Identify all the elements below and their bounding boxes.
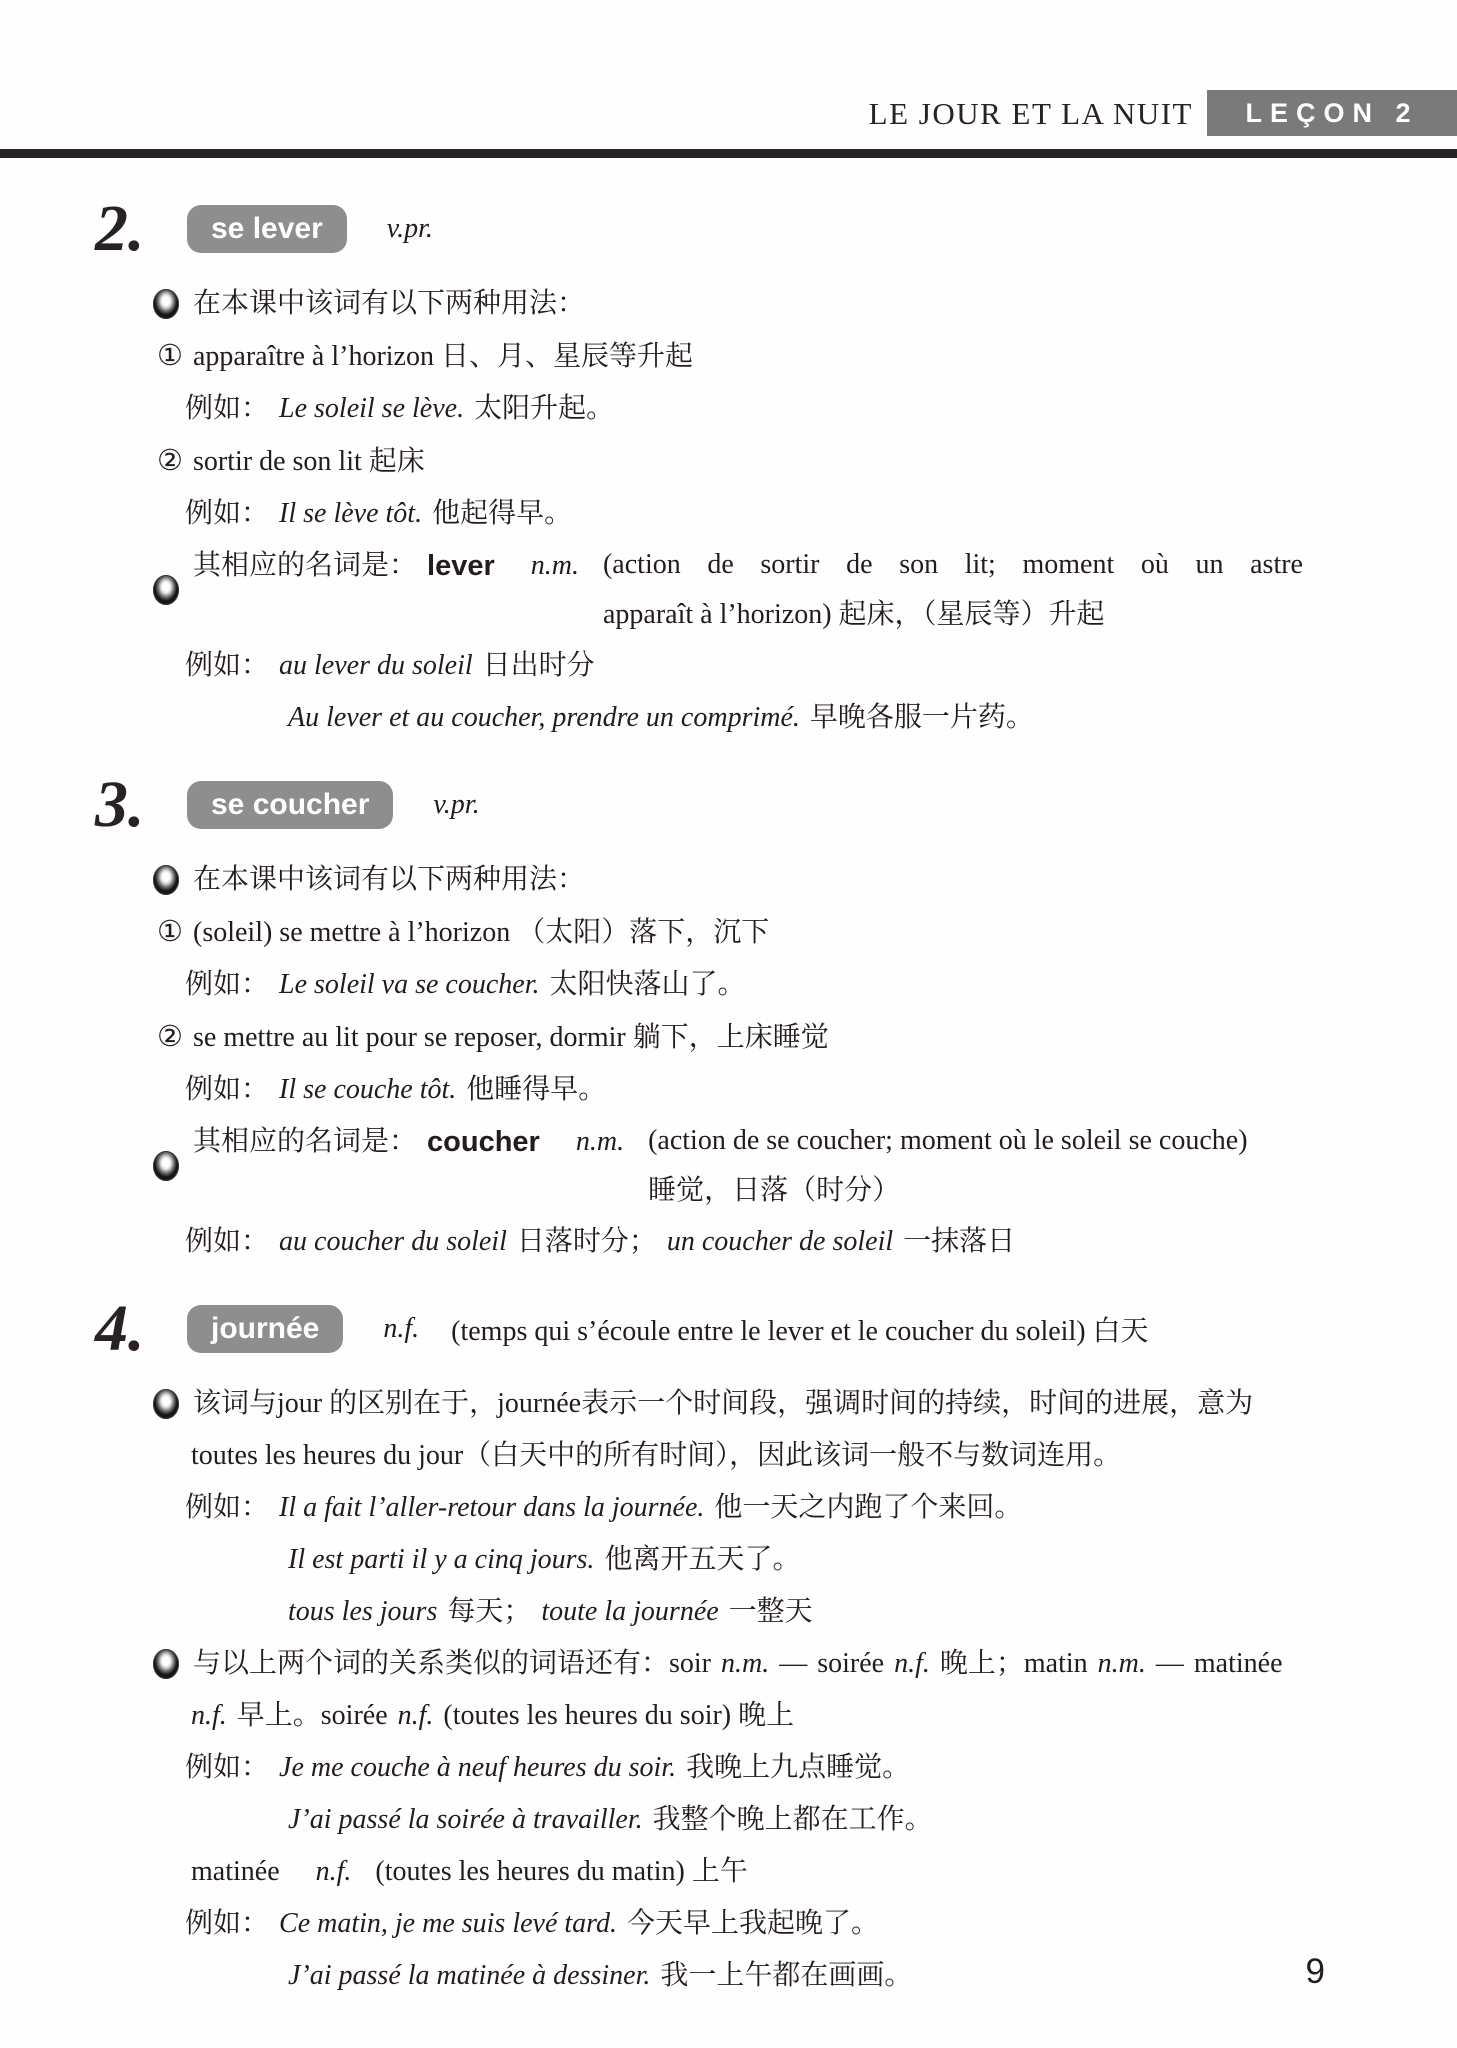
entry-se-coucher	[95, 770, 1337, 1268]
part-of-speech: v.pr.	[386, 213, 433, 244]
example-label: 例如：	[185, 969, 270, 1000]
example-line	[185, 383, 1337, 435]
example-french: Le soleil se lève.	[279, 393, 465, 424]
circled-one-marker: ①	[157, 340, 183, 372]
noun-label: 其相应的名词是：	[193, 1126, 418, 1157]
example-chinese: 一抹落日	[903, 1226, 1016, 1257]
pos-inline: n.m.	[1097, 1648, 1146, 1679]
part-of-speech: v.pr.	[433, 789, 480, 820]
entry-heading	[95, 770, 1337, 840]
note-text: matinée	[1193, 1648, 1283, 1679]
sense-line	[157, 906, 1337, 959]
example-french: J’ai passé la soirée à travailler.	[288, 1804, 643, 1835]
sub-word-definition: (toutes les heures du matin) 上午	[375, 1856, 748, 1887]
entry-number: 2.	[95, 192, 145, 265]
example-chinese: 每天；	[447, 1596, 532, 1627]
example-french: Il se couche tôt.	[279, 1074, 457, 1105]
bullet-sphere-icon	[153, 1649, 179, 1679]
note-text: 早上。soirée	[236, 1700, 388, 1731]
sub-word: matinée	[191, 1856, 280, 1887]
example-label: 例如：	[185, 1752, 270, 1783]
sub-word-line	[191, 1846, 1337, 1898]
chapter-title: LE JOUR ET LA NUIT	[868, 96, 1193, 131]
example-line	[185, 1482, 1337, 1534]
note-line	[153, 1638, 1337, 1690]
noun-word: coucher	[427, 1126, 540, 1158]
bullet-sphere-icon	[153, 1389, 179, 1419]
example-label: 例如：	[185, 650, 270, 681]
sense-line	[157, 330, 1337, 383]
headword-pill: se lever	[187, 205, 347, 253]
example-line	[185, 488, 1337, 540]
example-line	[185, 959, 1337, 1011]
note-text: soirée	[817, 1648, 885, 1679]
example-label: 例如：	[185, 1226, 270, 1257]
circled-two-marker: ②	[157, 445, 183, 477]
example-line	[185, 640, 1337, 692]
lesson-label: LEÇON 2	[1245, 97, 1419, 128]
example-chinese: 早晚各服一片药。	[809, 702, 1034, 733]
usage-intro-line	[153, 278, 1337, 330]
example-label: 例如：	[185, 498, 270, 529]
noun-pos: n.m.	[575, 1126, 625, 1157]
note-text: 该词与jour 的区别在于，journée表示一个时间段，强调时间的持续，时间的进展，意为	[193, 1388, 1254, 1419]
example-french: Je me couche à neuf heures du soir.	[279, 1752, 677, 1783]
example-chinese: 我整个晚上都在工作。	[652, 1804, 933, 1835]
example-chinese: 今天早上我起晚了。	[627, 1908, 880, 1939]
entry-number: 3.	[95, 768, 145, 841]
pos-inline: n.f.	[191, 1700, 227, 1731]
bullet-sphere-icon	[153, 289, 179, 319]
example-chinese: 他睡得早。	[466, 1074, 607, 1105]
example-chinese: 一整天	[728, 1596, 813, 1627]
example-french: tous les jours	[288, 1596, 438, 1627]
example-french: Il est parti il y a cinq jours.	[288, 1544, 595, 1575]
example-chinese: 他一天之内跑了个来回。	[714, 1492, 1023, 1523]
headword-pill: se coucher	[187, 781, 393, 829]
page-number: 9	[1305, 1952, 1325, 1991]
example-chinese: 我晚上九点睡觉。	[686, 1752, 911, 1783]
entry-heading	[95, 194, 1337, 264]
example-label: 例如：	[185, 1908, 270, 1939]
note-line	[191, 1430, 1337, 1482]
related-noun-line	[153, 540, 1337, 640]
example-chinese: 太阳升起。	[474, 393, 615, 424]
circled-one-marker: ①	[157, 916, 183, 948]
note-text: 与以上两个词的关系类似的词语还有：soir	[193, 1648, 712, 1679]
note-text: 晚上；matin	[939, 1648, 1088, 1679]
example-line	[288, 1794, 1337, 1846]
example-french: un coucher de soleil	[666, 1226, 894, 1257]
sense-line	[157, 1011, 1337, 1064]
example-chinese: 他离开五天了。	[604, 1544, 801, 1575]
example-label: 例如：	[185, 1492, 270, 1523]
noun-definition	[648, 1116, 1337, 1216]
example-french: au coucher du soleil	[279, 1226, 507, 1257]
example-line	[288, 1586, 1337, 1638]
example-french: Ce matin, je me suis levé tard.	[279, 1908, 618, 1939]
usage-intro-line	[153, 854, 1337, 906]
part-of-speech: n.f.	[383, 1313, 420, 1344]
bullet-sphere-icon	[153, 865, 179, 895]
example-line	[288, 1534, 1337, 1586]
example-chinese: 日落时分；	[516, 1226, 657, 1257]
sub-word-pos: n.f.	[315, 1856, 352, 1887]
entry-se-lever	[95, 194, 1337, 744]
noun-pos: n.m.	[530, 550, 579, 581]
example-label: 例如：	[185, 393, 270, 424]
sense-text: sortir de son lit 起床	[193, 446, 425, 477]
noun-word: lever	[427, 550, 495, 582]
page-content	[0, 158, 1457, 2002]
sense-text: (soleil) se mettre à l’horizon （太阳）落下，沉下	[193, 917, 770, 948]
entry-heading	[95, 1294, 1337, 1364]
pos-inline: n.m.	[721, 1648, 770, 1679]
example-line	[288, 1950, 1337, 2002]
header-rule	[0, 149, 1457, 158]
pos-inline: n.f.	[894, 1648, 930, 1679]
bullet-sphere-icon	[153, 1151, 179, 1181]
usage-intro-text: 在本课中该词有以下两种用法：	[193, 288, 586, 319]
noun-definition-line2: 睡觉，日落（时分）	[648, 1175, 901, 1206]
bullet-sphere-icon	[153, 575, 179, 605]
example-french: au lever du soleil	[279, 650, 473, 681]
example-chinese: 太阳快落山了。	[549, 969, 746, 1000]
noun-definition	[603, 540, 1303, 640]
noun-definition-line2: apparaît à l’horizon) 起床，（星辰等）升起	[602, 599, 1105, 630]
noun-definition-line1: (action de se coucher; moment où le soleil se couche)	[648, 1125, 1248, 1156]
noun-label: 其相应的名词是：	[193, 550, 418, 581]
example-chinese: 他起得早。	[432, 498, 573, 529]
example-french: Il se lève tôt.	[279, 498, 423, 529]
circled-two-marker: ②	[157, 1021, 183, 1053]
example-chinese: 我一上午都在画画。	[660, 1960, 913, 1991]
note-line	[153, 1378, 1337, 1430]
note-text: toutes les heures du jour（白天中的所有时间），因此该词一般不与数词连用。	[191, 1440, 1122, 1471]
sense-text: se mettre au lit pour se reposer, dormir 躺下，上床睡觉	[193, 1022, 829, 1053]
example-line	[185, 1898, 1337, 1950]
example-french: Le soleil va se coucher.	[279, 969, 540, 1000]
related-noun-line	[153, 1116, 1337, 1216]
example-french: Il a fait l’aller-retour dans la journée.	[279, 1492, 705, 1523]
noun-definition-line1: (action de sortir de son lit; moment où un astre	[602, 549, 1303, 580]
headword-pill: journée	[187, 1305, 343, 1353]
dash: —	[779, 1648, 808, 1679]
usage-intro-text: 在本课中该词有以下两种用法：	[193, 864, 586, 895]
example-chinese: 日出时分	[482, 650, 595, 681]
page-header	[0, 0, 1457, 158]
example-french: J’ai passé la matinée à dessiner.	[288, 1960, 651, 1991]
entry-journee	[95, 1294, 1337, 2002]
note-text: (toutes les heures du soir) 晚上	[443, 1700, 795, 1731]
example-french: Au lever et au coucher, prendre un comprimé.	[288, 702, 800, 733]
example-french: toute la journée	[541, 1596, 719, 1627]
dash: —	[1155, 1648, 1184, 1679]
example-line	[288, 692, 1337, 744]
example-label: 例如：	[185, 1074, 270, 1105]
sense-text: apparaître à l’horizon 日、月、星辰等升起	[193, 341, 693, 372]
headword-definition: (temps qui s’écoule entre le lever et le coucher du soleil) 白天	[451, 1316, 1149, 1347]
example-line	[185, 1216, 1337, 1268]
sense-line	[157, 435, 1337, 488]
note-line	[191, 1690, 1337, 1742]
pos-inline: n.f.	[397, 1700, 434, 1731]
example-line	[185, 1064, 1337, 1116]
entry-number: 4.	[95, 1292, 145, 1365]
lesson-badge	[1207, 90, 1457, 136]
example-line	[185, 1742, 1337, 1794]
